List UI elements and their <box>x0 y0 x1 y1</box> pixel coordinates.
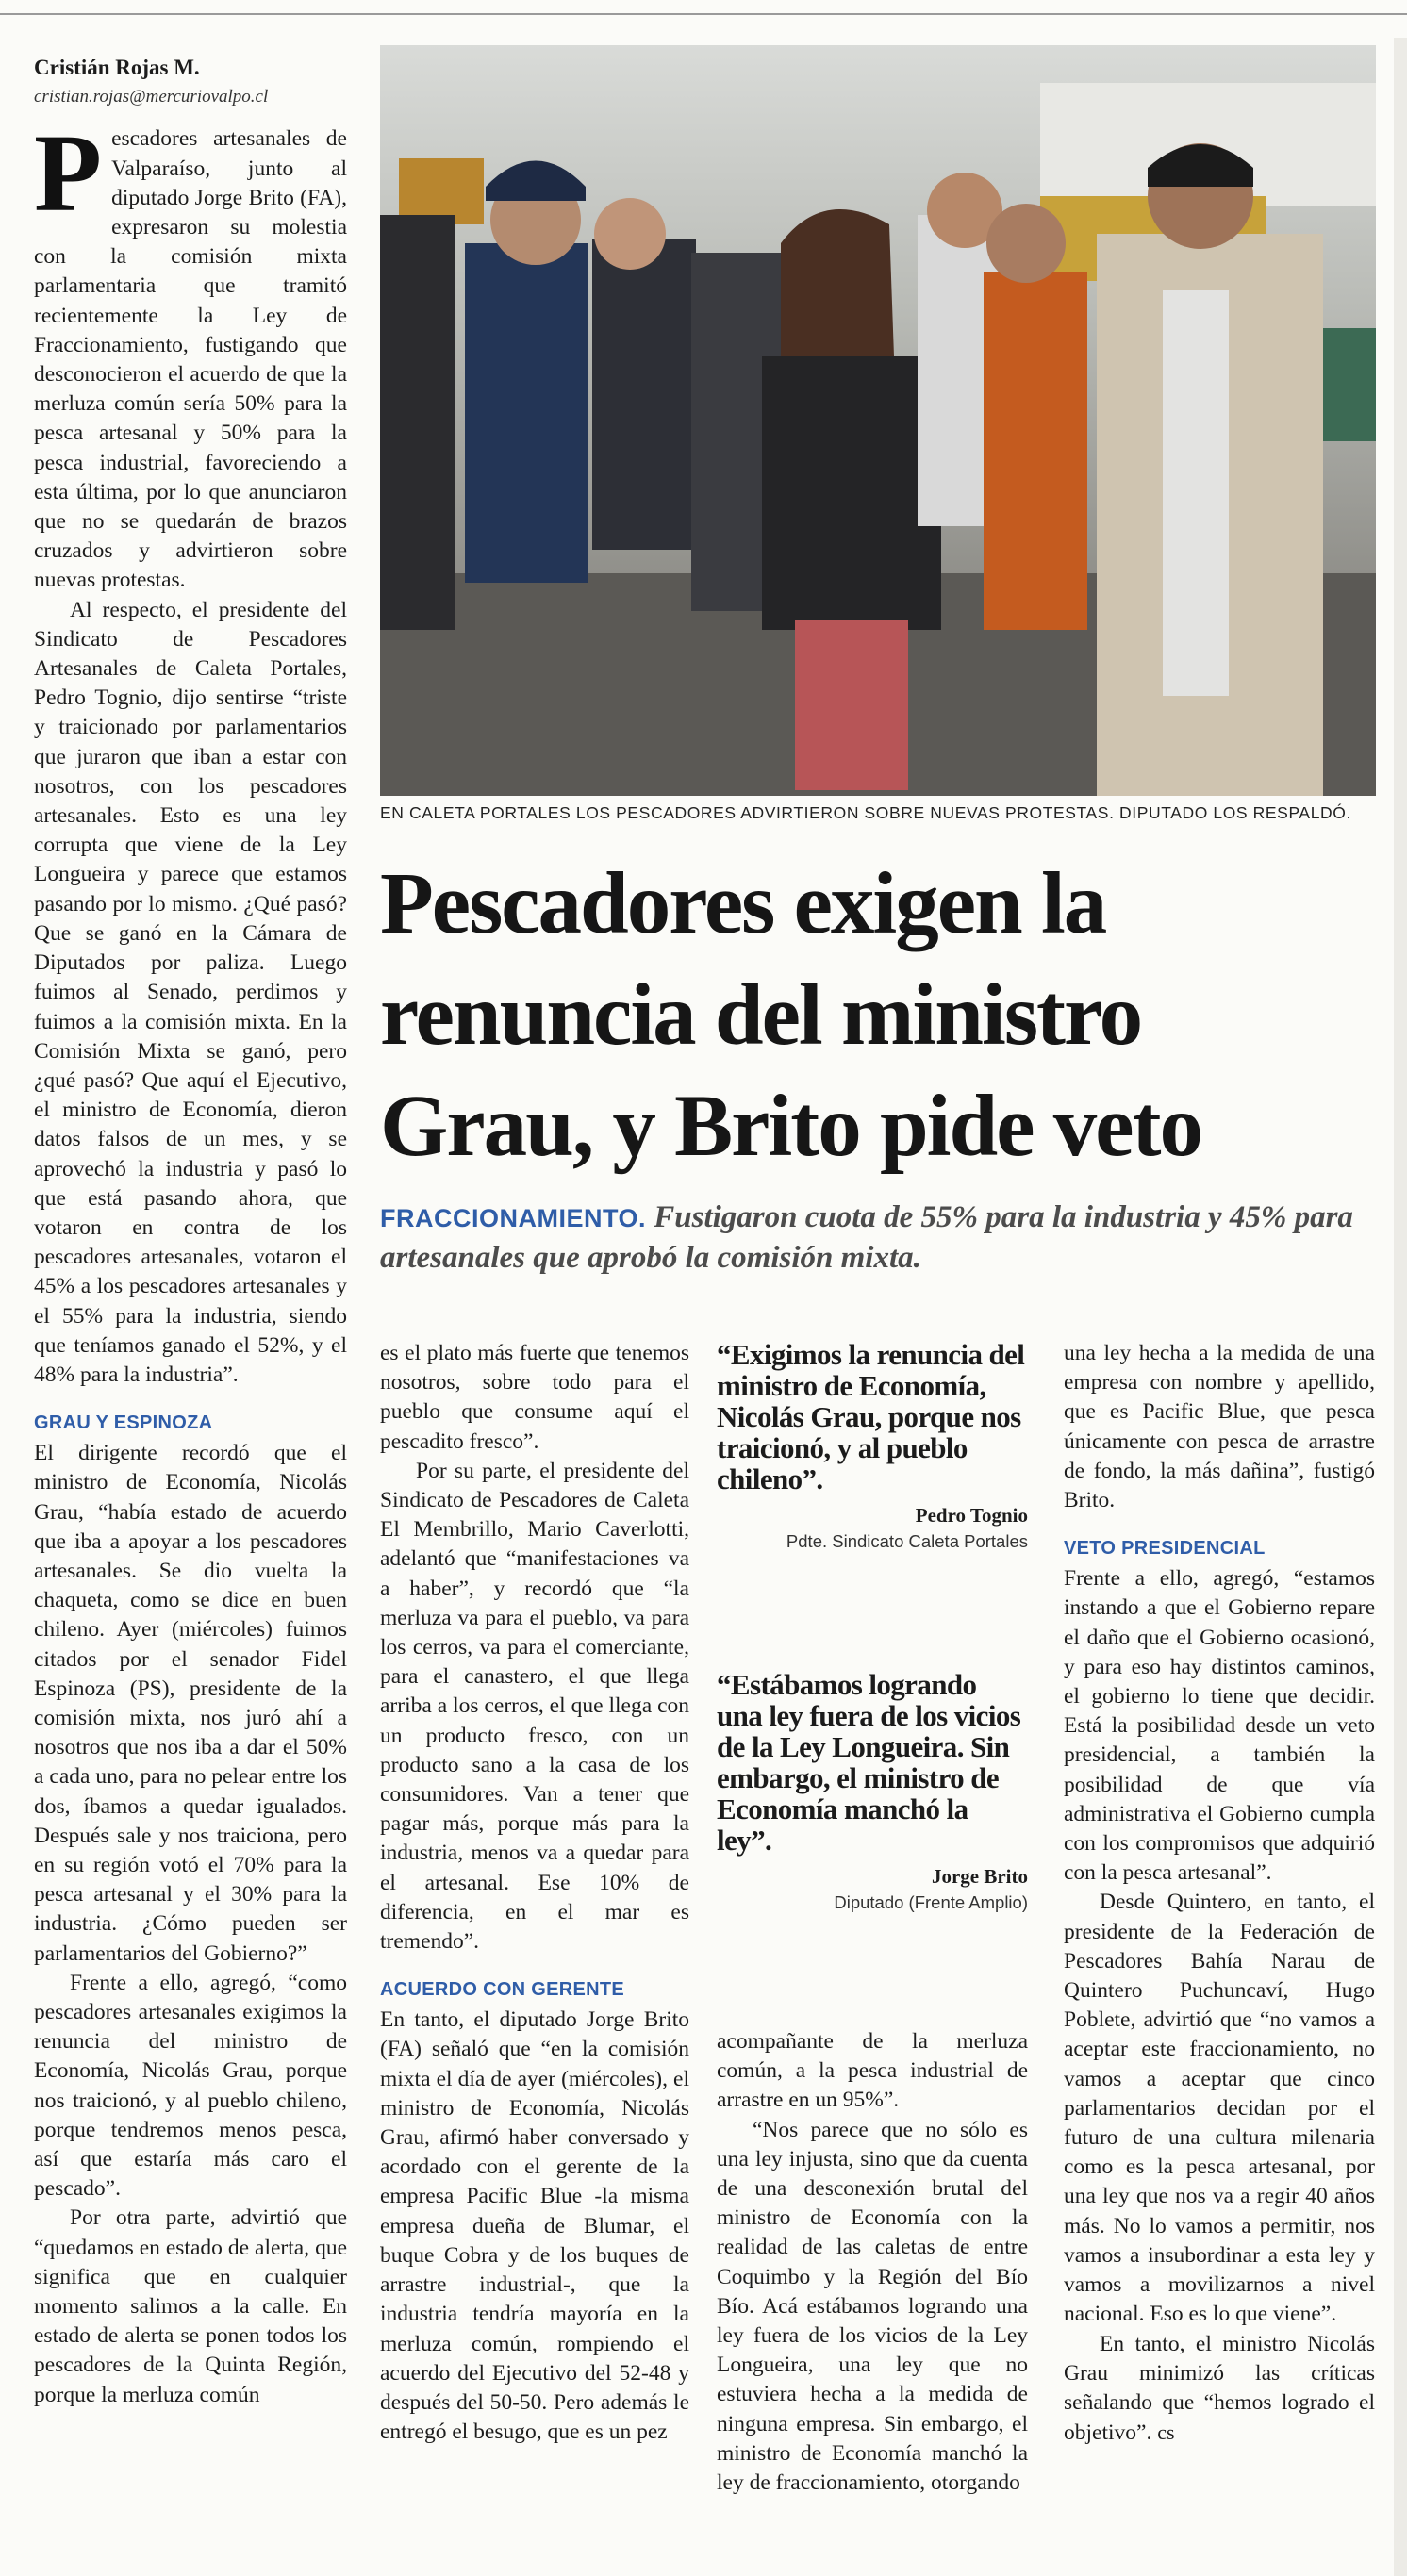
pull-quote-author: Jorge Brito <box>931 1865 1028 1888</box>
lead-text: escadores artesanales de Valparaíso, junto al diputado Jorge Brito (FA), expresaron su molestia con la comisión mixta parlamentaria que tramitó recientemente la Ley de Fraccionamiento, fustigando que desconocieron el acuerdo de que la merluza común sería 50% para la pesca artesanal y 50% para la pesca industrial, favoreciendo a esta última, por lo que anunciaron que no se quedarán de brazos cruzados y advirtieron sobre nuevas protestas. <box>34 126 347 593</box>
pull-quote-1 <box>717 1339 1028 1552</box>
pull-quote-2 <box>717 1669 1028 1913</box>
subheading-acuerdo-con-gerente: ACUERDO CON GERENTE <box>380 1979 625 2001</box>
pull-quote-text: “Exigimos la renuncia del ministro de Economía, Nicolás Grau, porque nos traicionó, y al pueblo chileno”. <box>717 1338 1025 1495</box>
subheading-grau-espinoza: GRAU Y ESPINOZA <box>34 1412 213 1434</box>
paragraph: Por su parte, el presidente del Sindicato de Pescadores de Caleta El Membrillo, Mario Caverlotti, adelantó que “manifestaciones va a haber”, y recordó que “la merluza va para el pueblo, va para los cerros, va para el comerciante, para el canastero, el que llega arriba a los cerros, el que llega con un producto fresco, con un producto sano a la casa de los consumidores. Van a tener que pagar más, porque más para la industria, menos va a quedar para el artesanal. Ese 10% de diferencia, en el mar es tremendo”. <box>380 1458 689 1955</box>
paragraph: Por otra parte, advirtió que “quedamos en estado de alerta, que significa que en cualquier momento salimos a la calle. En estado de alerta se ponen todos los pescadores de la Quinta Región, porque la merluza común <box>34 2205 347 2407</box>
paragraph: El dirigente recordó que el ministro de Economía, Nicolás Grau, “había estado de acuerdo que iba a apoyar a los pescadores artesanales. Se dio vuelta la chaqueta, como se dice en buen chileno. Ayer (miércoles) fuimos citados por el senador Fidel Espinoza (PS), presidente de la comisión mixta, nos juró ahí a nosotros que nos iba a dar el 50% a cada uno, para no pelear entre los dos, íbamos a quedar igualados. Después sale y nos traiciona, pero en su región votó el 70% para la pesca artesanal y el 30% para la industria. ¿Cómo pueden ser parlamentarios del Gobierno?” <box>34 1441 347 1966</box>
fishermen-photo-illustration <box>380 45 1376 796</box>
pull-quote-text: “Estábamos logrando una ley fuera de los vicios de la Ley Longueira. Sin embargo, el ministro de Economía manchó la ley”. <box>717 1668 1021 1857</box>
column-4 <box>1064 1339 1375 2448</box>
deck-kicker: FRACCIONAMIENTO. <box>380 1204 646 1232</box>
photo-caption: EN CALETA PORTALES LOS PESCADORES ADVIRTIERON SOBRE NUEVAS PROTESTAS. DIPUTADO LOS RESPALDÓ. <box>380 803 1351 822</box>
paragraph: Desde Quintero, en tanto, el presidente de la Federación de Pescadores Bahía Narau de Quintero Puchuncaví, Hugo Poblete, advirtió que “no vamos a aceptar este fraccionamiento, no vamos a aceptar que cinco parlamentarios decidan por el futuro de una cultura milenaria como es la pesca artesanal, por una ley que nos va a regir 40 años más. No lo vamos a permitir, nos vamos a insubordinar a esta ley y vamos a movilizarnos a nivel nacional. Eso es lo que viene”. <box>1064 1890 1375 2327</box>
paragraph: es el plato más fuerte que tenemos nosotros, sobre todo para el pueblo que consume aquí el pescadito fresco”. <box>380 1341 689 1454</box>
byline-email: cristian.rojas@mercuriovalpo.cl <box>34 87 269 107</box>
headline-line-1: Pescadores exigen la <box>380 855 1106 952</box>
pull-quote-role: Pdte. Sindicato Caleta Portales <box>786 1531 1028 1551</box>
paragraph: En tanto, el diputado Jorge Brito (FA) señaló que “en la comisión mixta el día de ayer (miércoles), el ministro de Economía, Nicolás Grau, afirmó haber conversado y acordado con el gerente de la empresa Pacific Blue -la misma empresa dueña de Blumar, el buque Cobra y de los buques de arrastre industrial-, que la industria tendría mayoría en la merluza común, rompiendo el acuerdo del Ejecutivo del 52-48 y después del 50-50. Pero además le entregó el besugo, que es un pez <box>380 2007 689 2445</box>
closing-text: En tanto, el ministro Nicolás Grau minimizó las críticas señalando que “hemos logrado el objetivo”. <box>1064 2331 1375 2446</box>
paragraph: Frente a ello, agregó, “como pescadores artesanales exigimos la renuncia del ministro de Economía, Nicolás Grau, porque nos traicionó, y al pueblo chileno, porque tendremos menos pesca, así que estaría más caro el pescado”. <box>34 1970 347 2202</box>
headline <box>380 849 1380 1182</box>
column-3 <box>717 2027 1028 2498</box>
deck <box>380 1197 1380 1278</box>
paragraph <box>1064 2330 1375 2449</box>
lead-paragraph <box>34 111 347 595</box>
drop-cap: P <box>34 111 103 236</box>
paragraph: “Nos parece que no sólo es una ley injusta, sino que da cuenta de una desconexión brutal del ministro de Economía con la realidad de las caletas de entre Coquimbo y la Región del Bío Bío. Acá estábamos logrando una ley fuera de los vicios de la Ley Longueira, una ley que no estuviera hecha a la medida de ninguna empresa. Sin embargo, el ministro de Economía manchó la ley de fraccionamiento, otorgando <box>717 2117 1028 2496</box>
pull-quote-author: Pedro Tognio <box>915 1504 1028 1527</box>
paragraph: Frente a ello, agregó, “estamos instando a que el Gobierno repare el daño que el Gobierno ocasionó, y para eso hay distintos caminos, el gobierno lo tiene que decidir. Está la posibilidad desde un veto presidencial, a también la posibilidad de que vía administrativa el Gobierno cumpla con los compromisos que adquirió con la pesca artesanal”. <box>1064 1566 1375 1886</box>
headline-line-2: renuncia del ministro <box>380 966 1142 1064</box>
adjacent-page-edge <box>1394 38 1407 2576</box>
headline-line-3: Grau, y Brito pide veto <box>380 1078 1202 1175</box>
pull-quote-role: Diputado (Frente Amplio) <box>834 1892 1028 1912</box>
column-1 <box>34 53 347 2410</box>
column-2 <box>380 1339 689 2447</box>
subheading-veto-presidencial: VETO PRESIDENCIAL <box>1064 1538 1266 1560</box>
news-photo <box>380 45 1376 796</box>
end-mark: cs <box>1157 2420 1175 2445</box>
deck-text: Fustigaron cuota de 55% para la industria y 45% para artesanales que aprobó la comisión mixta. <box>380 1200 1353 1275</box>
paragraph: Al respecto, el presidente del Sindicato de Pescadores Artesanales de Caleta Portales, Pedro Tognio, dijo sentirse “triste y traicionado por parlamentarios que juraron que iban a estar con nosotros, con los pescadores artesanales. Esto es una ley corrupta que viene de la Ley Longueira y parece que estamos pasando por lo mismo. ¿Qué pasó? Que se ganó en la Cámara de Diputados por paliza. Luego fuimos al Senado, perdimos y fuimos a la comisión mixta. En la Comisión Mixta se ganó, pero ¿qué pasó? Que aquí el Ejecutivo, el ministro de Economía, dieron datos falsos de un mes, y se aprovechó la industria y pasó lo que está pasando ahora, que votaron en contra de los pescadores artesanales, votaron el 45% a los pescadores artesanales y el 55% para la industria, siendo que teníamos ganado el 52%, y el 48% para la industria”. <box>34 597 347 1387</box>
byline-author: Cristián Rojas M. <box>34 56 200 79</box>
paragraph: acompañante de la merluza común, a la pesca industrial de arrastre en un 95%”. <box>717 2029 1028 2113</box>
paragraph: una ley hecha a la medida de una empresa con nombre y apellido, que es Pacific Blue, que pesca únicamente con pesca de arrastre de fondo, la más dañina”, fustigó Brito. <box>1064 1341 1375 1513</box>
top-rule <box>0 13 1407 15</box>
